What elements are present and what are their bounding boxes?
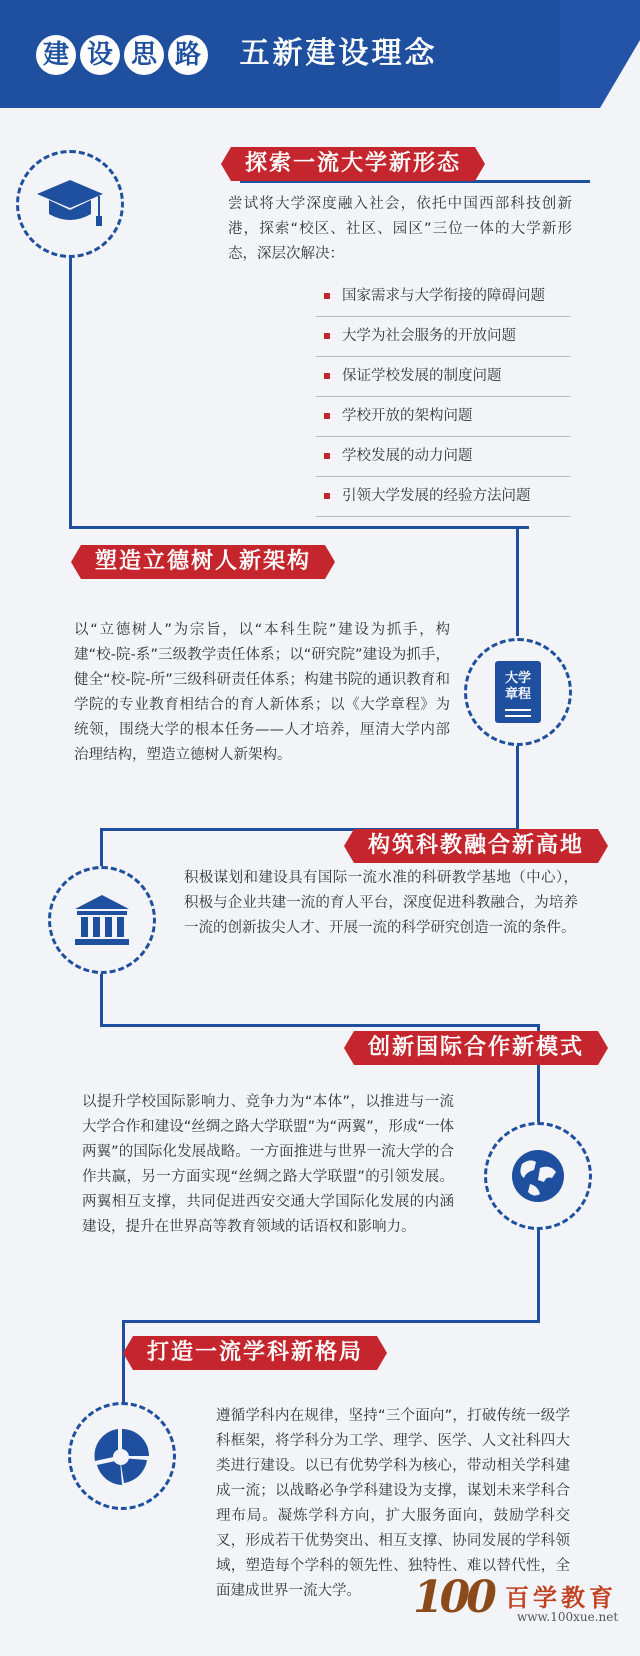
timeline-line xyxy=(537,1230,540,1322)
charter-label-line: 大学 xyxy=(504,671,531,686)
badge-char: 思 xyxy=(124,35,164,75)
charter-label-line: 章程 xyxy=(504,687,531,702)
badge-char: 建 xyxy=(36,35,76,75)
logo-url: www.100xue.net xyxy=(517,1610,619,1624)
list-item: 大学为社会服务的开放问题 xyxy=(316,317,570,357)
list-item: 保证学校发展的制度问题 xyxy=(316,357,570,397)
badge-char: 路 xyxy=(168,35,208,75)
page-title: 五新建设理念 xyxy=(239,36,438,71)
section-title: 塑造立德树人新架构 xyxy=(81,545,325,579)
timeline-line xyxy=(100,828,103,868)
section-title: 探索一流大学新形态 xyxy=(231,147,475,181)
banner-badge xyxy=(36,35,208,75)
list-item: 引领大学发展的经验方法问题 xyxy=(316,477,570,517)
problem-list xyxy=(316,277,570,517)
section-text: 遵循学科内在规律，坚持“三个面向”，打破传统一级学科框架，将学科分为工学、理学、医学、人文社科四大类进行建设。以已有优势学科为核心，带动相关学科建成一流；以战略必争学科建设为支撑，谋划未来学科合理布局。凝炼学科方向，扩大服务面向，鼓励学科交叉，形成若干优势突出、相互支撑、协同发展的学科领域，塑造每个学科的领先性、独特性、难以替代性，全面建成世界一流大学。 xyxy=(216,1408,570,1599)
pie-segments-icon xyxy=(68,1402,176,1510)
list-item: 学校开放的架构问题 xyxy=(316,397,570,437)
timeline-line xyxy=(100,972,103,1026)
timeline-line xyxy=(100,1024,540,1027)
globe-icon xyxy=(484,1122,592,1230)
logo-number: 100 xyxy=(413,1572,493,1623)
graduation-cap-icon xyxy=(16,150,124,258)
badge-char: 设 xyxy=(80,35,120,75)
section-text: 以“立德树人”为宗旨，以“本科生院”建设为抓手，构建“校-院-系”三级教学责任体系；以“研究院”建设为抓手，健全“校-院-所”三级科研责任体系；构建书院的通识教育和学院的专业教育相结合的育人新体系；以《大学章程》为统领，围绕大学的根本任务——人才培养，厘清大学内部治理结构，塑造立德树人新架构。 xyxy=(74,622,450,763)
list-item: 学校发展的动力问题 xyxy=(316,437,570,477)
timeline-line xyxy=(69,526,529,529)
charter-book-icon xyxy=(464,638,572,746)
section-title: 构筑科教融合新高地 xyxy=(354,829,598,863)
section-text: 积极谋划和建设具有国际一流水准的科研教学基地（中心），积极与企业共建一流的育人平台，深度促进科教融合，为培养一流的创新拔尖人才、开展一流的科学研究创造一流的条件。 xyxy=(184,870,578,936)
list-item: 国家需求与大学衔接的障碍问题 xyxy=(316,277,570,317)
section-title: 创新国际合作新模式 xyxy=(354,1031,598,1065)
logo-text: 百学教育 xyxy=(505,1584,617,1612)
timeline-line xyxy=(516,744,519,830)
section-text: 尝试将大学深度融入社会，依托中国西部科技创新港，探索“校区、社区、园区”三位一体的大学新形态，深层次解决： xyxy=(228,196,572,262)
timeline-line xyxy=(69,258,72,528)
institution-building-icon xyxy=(48,866,156,974)
watermark-logo xyxy=(413,1572,619,1624)
timeline-line xyxy=(516,526,519,636)
timeline-line xyxy=(122,1320,540,1323)
section-title: 打造一流学科新格局 xyxy=(133,1336,377,1370)
section-text: 以提升学校国际影响力、竞争力为“本体”，以推进与一流大学合作和建设“丝绸之路大学联盟”为“两翼”，形成“一体两翼”的国际化发展战略。一方面推进与世界一流大学的合作共赢，另一方面实现“丝绸之路大学联盟”的引领发展。两翼相互支撑，共同促进西安交通大学国际化发展的内涵建设，提升在世界高等教育领域的话语权和影响力。 xyxy=(82,1094,454,1235)
header-banner xyxy=(0,0,640,108)
